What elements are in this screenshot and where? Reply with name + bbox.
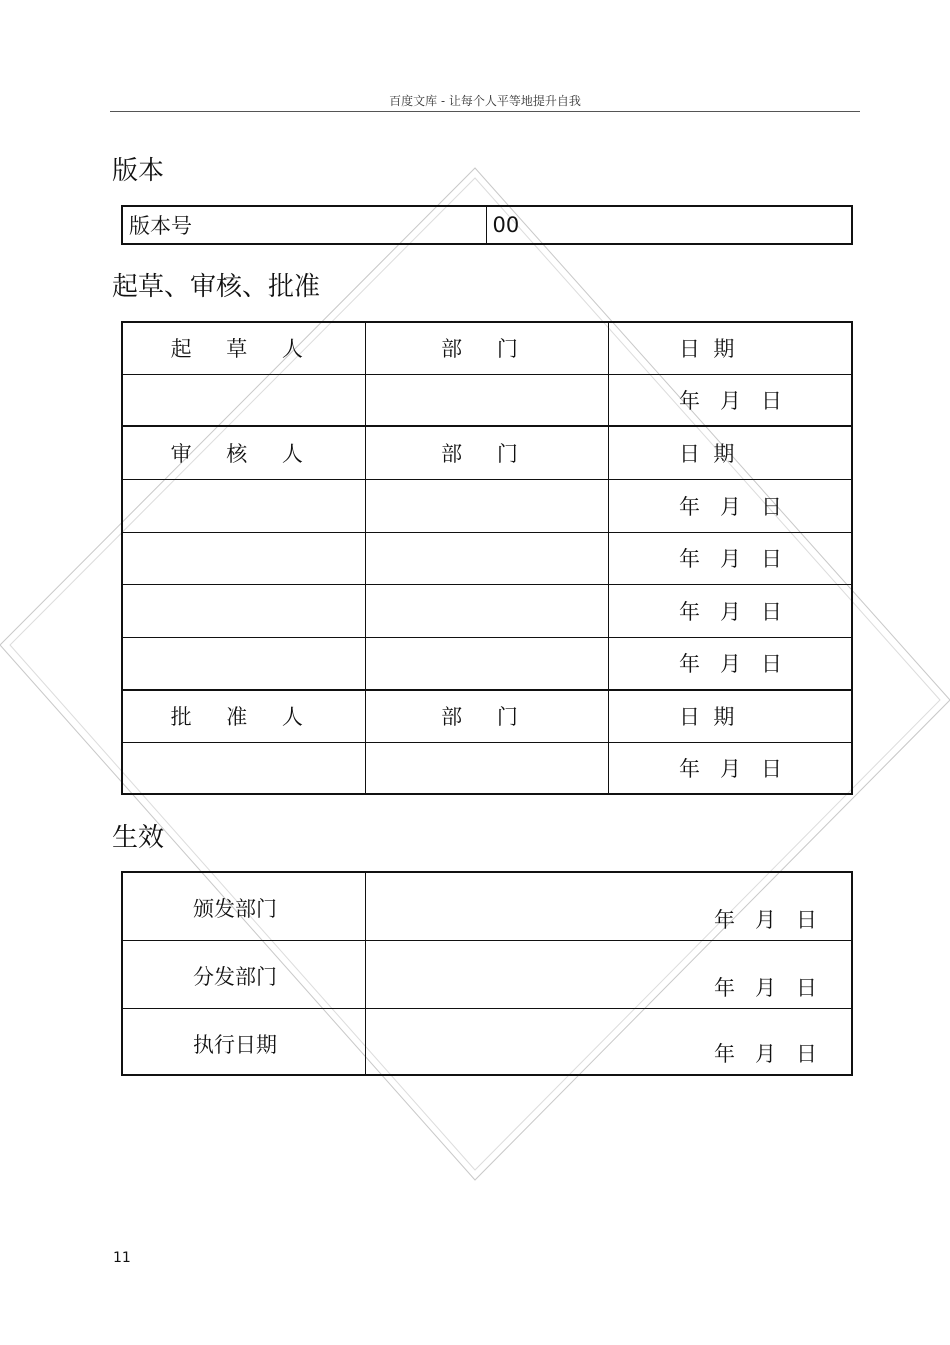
version-table — [121, 205, 853, 245]
version-number-label: 版本号 — [122, 206, 486, 244]
approver-dept-header: 部 门 — [365, 690, 608, 742]
reviewer-name-cell[interactable] — [122, 637, 365, 690]
reviewer-date-cell[interactable]: 年 月 日 — [679, 652, 783, 677]
version-number-value: 00 — [486, 206, 852, 244]
reviewer-date-cell[interactable]: 年 月 日 — [679, 599, 783, 624]
drafter-date-header: 日 期 — [679, 337, 735, 362]
distribution-date: 年 月 日 — [713, 975, 817, 1000]
drafter-header: 起 草 人 — [122, 322, 365, 374]
distribution-dept-label: 分发部门 — [122, 940, 365, 1008]
reviewer-header: 审 核 人 — [122, 426, 365, 479]
drafter-dept-cell[interactable] — [365, 374, 608, 426]
approver-date-header: 日 期 — [679, 705, 735, 730]
execution-date-label: 执行日期 — [122, 1008, 365, 1075]
header-divider — [110, 111, 860, 112]
execution-date-cell[interactable] — [365, 1008, 852, 1075]
reviewer-date-cell[interactable]: 年 月 日 — [679, 494, 783, 519]
reviewer-dept-header: 部 门 — [365, 426, 608, 479]
issuing-dept-cell[interactable] — [365, 872, 852, 940]
approver-dept-cell[interactable] — [365, 742, 608, 794]
version-section-title: 版本 — [112, 156, 165, 186]
approval-table — [121, 321, 853, 795]
reviewer-dept-cell[interactable] — [365, 479, 608, 532]
drafter-name-cell[interactable] — [122, 374, 365, 426]
reviewer-name-cell[interactable] — [122, 532, 365, 584]
drafter-date-cell[interactable]: 年 月 日 — [679, 388, 783, 413]
reviewer-date-cell[interactable]: 年 月 日 — [679, 547, 783, 571]
reviewer-name-cell[interactable] — [122, 584, 365, 637]
page-header: 百度文库 - 让每个人平等地提升自我 — [389, 94, 581, 108]
approval-section-title: 起草、审核、批准 — [112, 272, 321, 302]
execution-date: 年 月 日 — [713, 1042, 817, 1066]
issuing-date: 年 月 日 — [713, 907, 817, 932]
approver-name-cell[interactable] — [122, 742, 365, 794]
approver-header: 批 准 人 — [122, 690, 365, 742]
effective-section-title: 生效 — [112, 823, 165, 853]
reviewer-name-cell[interactable] — [122, 479, 365, 532]
reviewer-dept-cell[interactable] — [365, 532, 608, 584]
issuing-dept-label: 颁发部门 — [122, 872, 365, 940]
drafter-dept-header: 部 门 — [365, 322, 608, 374]
effective-table — [121, 871, 853, 1076]
reviewer-dept-cell[interactable] — [365, 584, 608, 637]
page-number: 11 — [113, 1250, 131, 1266]
reviewer-dept-cell[interactable] — [365, 637, 608, 690]
reviewer-date-header: 日 期 — [679, 441, 735, 466]
approver-date-cell[interactable]: 年 月 日 — [679, 756, 783, 781]
distribution-dept-cell[interactable] — [365, 940, 852, 1008]
